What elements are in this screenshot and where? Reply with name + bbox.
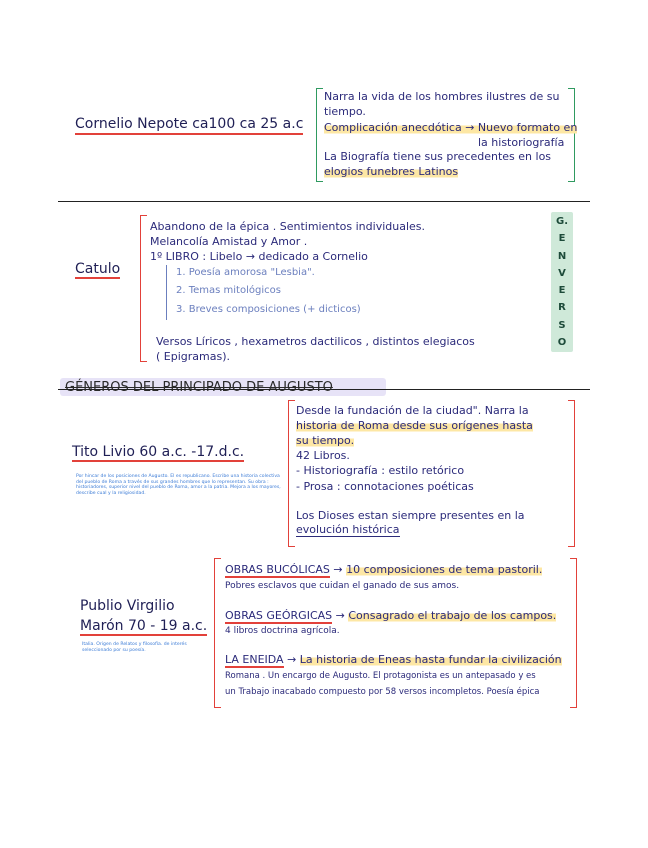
section-heading: GÉNEROS DEL PRINCIPADO DE AUGUSTO bbox=[65, 380, 333, 395]
nepote-line-4: la historiografía bbox=[478, 136, 565, 149]
livio-line-8-text: evolución histórica bbox=[296, 523, 400, 536]
livio-line-7: Los Dioses estan siempre presentes en la bbox=[296, 509, 525, 522]
genverso-letter: S bbox=[558, 319, 566, 331]
nepote-line-6 bbox=[324, 165, 458, 178]
virgilio-note: Italia. Origen de Relatos y filosofía. de interés seleccionado por su poesía. bbox=[82, 642, 187, 653]
catulo-footer-1: Versos Líricos , hexametros dactilicos , distintos elegiacos bbox=[156, 335, 475, 348]
work-1-title: OBRAS BUCÓLICAS bbox=[225, 563, 330, 576]
catulo-line-2: Melancolía Amistad y Amor . bbox=[150, 235, 308, 248]
livio-line-3-text: su tiempo. bbox=[296, 434, 355, 447]
nepote-line-1 bbox=[324, 90, 559, 103]
virgilio-work-3 bbox=[225, 653, 562, 666]
work-1-desc: 10 composiciones de tema pastoril. bbox=[346, 563, 543, 576]
author-livio: Tito Livio 60 a.c. -17.d.c. bbox=[72, 444, 245, 460]
virgilio-work-3-extra: Romana . Un encargo de Augusto. El protagonista es un antepasado y es bbox=[225, 671, 536, 681]
bracket-right-nepote bbox=[568, 88, 575, 182]
genverso-letter: E bbox=[558, 233, 566, 245]
arrow-icon: → bbox=[335, 609, 349, 622]
virgilio-work-2 bbox=[225, 609, 556, 622]
genverso-letter: N bbox=[557, 250, 567, 262]
divider-1 bbox=[58, 201, 590, 202]
livio-line-6: - Prosa : connotaciones poéticas bbox=[296, 480, 474, 493]
catulo-sub-1: 1. Poesía amorosa "Lesbia". bbox=[176, 267, 315, 278]
virgilio-work-2-extra: 4 libros doctrina agrícola. bbox=[225, 626, 340, 636]
nepote-line-3-text: Complicación anecdótica → Nuevo formato en bbox=[324, 121, 578, 134]
livio-line-3 bbox=[296, 434, 354, 447]
nepote-line-2: tiempo. bbox=[324, 105, 366, 118]
genverso-label bbox=[551, 212, 573, 352]
arrow-icon: → bbox=[287, 653, 300, 666]
bracket-right-livio bbox=[568, 400, 575, 547]
livio-line-1: Desde la fundación de la ciudad". Narra la bbox=[296, 404, 529, 417]
divider-2 bbox=[58, 389, 590, 390]
livio-line-8 bbox=[296, 523, 400, 536]
genverso-letter: G. bbox=[555, 216, 568, 227]
nepote-line-1-text: Narra la vida de los hombres ilustres de su bbox=[324, 90, 560, 103]
livio-line-2 bbox=[296, 419, 533, 432]
livio-note: Por hincar de los posiciones de Augusto. El es republicano. Escribe una historia colectiva del pueblo de Roma a través de sus grandes hombres que lo representan. Su obra : historiadores, superior nivel del pueblo de Roma, amor a la patria. Mejora a los mayores, describe cual y la religiosidad. bbox=[76, 474, 281, 496]
livio-line-5: - Historiografía : estilo retórico bbox=[296, 464, 465, 477]
catulo-footer-2: ( Epigramas). bbox=[156, 350, 230, 363]
catulo-line-3: 1º LIBRO : Libelo → dedicado a Cornelio bbox=[150, 250, 368, 263]
catulo-line-1: Abandono de la épica . Sentimientos individuales. bbox=[150, 220, 426, 233]
genverso-letter: R bbox=[558, 302, 566, 314]
nepote-line-3 bbox=[324, 121, 577, 134]
author-virgilio-1: Publio Virgilio bbox=[80, 598, 175, 614]
work-2-title: OBRAS GEÓRGICAS bbox=[225, 609, 333, 622]
catulo-sub-3: 3. Breves composiciones (+ dicticos) bbox=[176, 304, 361, 315]
author-nepote: Cornelio Nepote ca100 ca 25 a.c bbox=[75, 116, 303, 135]
virgilio-work-1 bbox=[225, 563, 542, 576]
author-catulo: Catulo bbox=[75, 261, 121, 277]
nepote-line-5: La Biografía tiene sus precedentes en los bbox=[324, 150, 552, 163]
genverso-letter: V bbox=[558, 267, 566, 279]
catulo-sub-2: 2. Temas mitológicos bbox=[176, 285, 281, 296]
bracket-left-livio bbox=[288, 400, 295, 547]
nepote-line-6-text: elogios funebres Latinos bbox=[324, 165, 459, 178]
bracket-left-catulo bbox=[140, 215, 147, 362]
author-virgilio-2: Marón 70 - 19 a.c. bbox=[80, 618, 208, 634]
virgilio-work-1-extra: Pobres esclavos que cuidan el ganado de sus amos. bbox=[225, 581, 460, 591]
virgilio-work-3-extra2: un Trabajo inacabado compuesto por 58 versos incompletos. Poesía épica bbox=[225, 687, 540, 697]
work-2-desc: Consagrado el trabajo de los campos. bbox=[348, 609, 557, 622]
genverso-letter: O bbox=[557, 336, 567, 348]
bracket-right-virgilio bbox=[570, 558, 577, 708]
livio-line-2-text: historia de Roma desde sus orígenes hasta bbox=[296, 419, 533, 432]
bracket-left-nepote bbox=[316, 88, 323, 182]
genverso-letter: E bbox=[558, 285, 566, 297]
bracket-left-virgilio bbox=[214, 558, 221, 708]
sublist-bracket bbox=[166, 265, 171, 320]
work-3-desc: La historia de Eneas hasta fundar la civilización bbox=[299, 653, 562, 666]
livio-line-4: 42 Libros. bbox=[296, 449, 350, 462]
arrow-icon: → bbox=[333, 563, 347, 576]
work-3-title: LA ENEIDA bbox=[225, 653, 284, 666]
